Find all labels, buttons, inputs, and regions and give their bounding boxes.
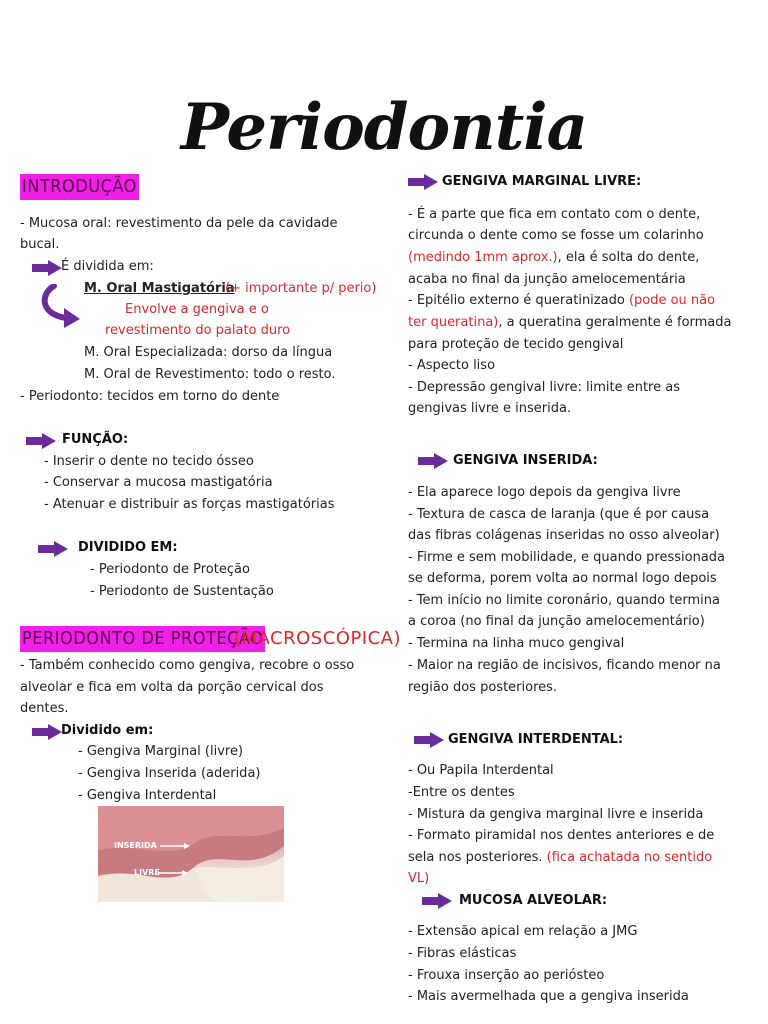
marginal-line xyxy=(408,399,571,419)
arrow-right-icon xyxy=(408,174,438,190)
marginal-line xyxy=(408,335,623,355)
intro-text-line2: bucal. xyxy=(20,237,60,252)
marginal-line xyxy=(408,356,495,376)
arrow-right-icon xyxy=(32,260,62,276)
inserida-line: - Termina na linha muco gengival xyxy=(408,636,625,651)
gengiva-type-item: - Gengiva Inserida (aderida) xyxy=(78,766,261,781)
marginal-text: gengivas livre e inserida. xyxy=(408,401,572,416)
marginal-line xyxy=(408,378,680,398)
protecao-heading-note: (MACROSCÓPICA) xyxy=(234,628,402,649)
funcao-heading: FUNÇÃO: xyxy=(62,432,129,447)
marginal-note: (pode ou não xyxy=(628,293,716,308)
intro-heading: INTRODUÇÃO xyxy=(20,174,139,200)
interdental-line: - Mistura da gengiva marginal livre e inserida xyxy=(408,807,704,822)
inserida-line: se deforma, porem volta ao normal logo depois xyxy=(408,571,717,586)
alveolar-line: - Fibras elásticas xyxy=(408,946,517,961)
arrow-right-icon xyxy=(38,541,68,557)
marginal-text: , ela é solta do dente, xyxy=(557,250,700,265)
revestimento: M. Oral de Revestimento: todo o resto. xyxy=(84,367,336,382)
inserida-line: - Firme e sem mobilidade, e quando pressionada xyxy=(408,550,726,565)
marginal-text: - É a parte que fica em contato com o dente, xyxy=(408,207,701,222)
inserida-line: a coroa (no final da junção amelocementário) xyxy=(408,614,705,629)
dividido-item: - Periodonto de Proteção xyxy=(90,562,250,577)
marginal-note: ter queratina) xyxy=(408,315,499,330)
curved-arrow-icon xyxy=(38,284,84,330)
alveolar-line: - Extensão apical em relação a JMG xyxy=(408,924,638,939)
inserida-line: - Ela aparece logo depois da gengiva livre xyxy=(408,485,681,500)
interdental-last-note-cont: VL) xyxy=(408,871,430,886)
alveolar-line: - Mais avermelhada que a gengiva inserida xyxy=(408,989,689,1004)
arrow-right-icon xyxy=(414,732,444,748)
protecao-text-line1: - Também conhecido como gengiva, recobre o osso xyxy=(20,658,355,673)
envolve-line1: Envolve a gengiva e o xyxy=(125,302,269,317)
periodonto-line: - Periodonto: tecidos em torno do dente xyxy=(20,389,280,404)
alveolar-heading: MUCOSA ALVEOLAR: xyxy=(459,893,608,908)
interdental-line: -Entre os dentes xyxy=(408,785,515,800)
arrow-right-icon xyxy=(418,453,448,469)
protecao-text-line3: dentes. xyxy=(20,701,69,716)
marginal-text: - Epitélio externo é queratinizado xyxy=(408,293,629,308)
marginal-note: (medindo 1mm aprox.) xyxy=(408,250,558,265)
marginal-line xyxy=(408,248,699,268)
gengiva-type-item: - Gengiva Marginal (livre) xyxy=(78,744,244,759)
marginal-line xyxy=(408,270,686,290)
marginal-line xyxy=(408,205,700,225)
dividido-heading: DIVIDIDO EM: xyxy=(78,540,178,555)
marginal-text: para proteção de tecido gengival xyxy=(408,337,624,352)
inserida-line: - Maior na região de incisivos, ficando menor na xyxy=(408,658,721,673)
page-title: Periodontia xyxy=(180,90,588,165)
arrow-right-icon xyxy=(26,433,56,449)
alveolar-line: - Frouxa inserção ao periósteo xyxy=(408,968,605,983)
envolve-line2: revestimento do palato duro xyxy=(105,323,291,338)
inserida-line: - Textura de casca de laranja (que é por causa xyxy=(408,507,710,522)
inserida-heading: GENGIVA INSERIDA: xyxy=(453,453,598,468)
especializada: M. Oral Especializada: dorso da língua xyxy=(84,345,333,360)
inserida-line: das fibras colágenas inseridas no osso alveolar) xyxy=(408,528,720,543)
inserida-line: região dos posteriores. xyxy=(408,680,558,695)
marginal-heading: GENGIVA MARGINAL LIVRE: xyxy=(442,174,642,189)
marginal-line xyxy=(408,291,715,311)
mastigatoria-note: (+ importante p/ perio) xyxy=(225,281,377,296)
arrow-right-icon xyxy=(422,893,452,909)
protecao-text-line2: alveolar e fica em volta da porção cervical dos xyxy=(20,680,324,695)
protecao-dividido: Dividido em: xyxy=(61,723,154,738)
funcao-item: - Conservar a mucosa mastigatória xyxy=(44,475,273,490)
funcao-item: - Inserir o dente no tecido ósseo xyxy=(44,454,254,469)
interdental-line: - Formato piramidal nos dentes anteriores e de xyxy=(408,828,715,843)
marginal-text: acaba no final da junção amelocementária xyxy=(408,272,686,287)
marginal-line xyxy=(408,226,704,246)
photo-label-inserida: INSERIDA xyxy=(114,841,157,850)
intro-text-line1: - Mucosa oral: revestimento da pele da cavidade xyxy=(20,216,338,231)
interdental-line-last xyxy=(408,848,712,868)
gengiva-type-item: - Gengiva Interdental xyxy=(78,788,217,803)
interdental-last-text: sela nos posteriores. xyxy=(408,850,547,865)
interdental-line: - Ou Papila Interdental xyxy=(408,763,554,778)
photo-label-livre: LIVRE xyxy=(134,868,160,877)
marginal-text: , a queratina geralmente é formada xyxy=(498,315,732,330)
marginal-text: circunda o dente como se fosse um colarinho xyxy=(408,228,704,243)
inserida-line: - Tem início no limite coronário, quando termina xyxy=(408,593,720,608)
arrow-right-icon xyxy=(32,724,62,740)
protecao-heading: PERIODONTO DE PROTEÇÃO xyxy=(20,626,265,652)
dividido-item: - Periodonto de Sustentação xyxy=(90,584,274,599)
gingiva-photo xyxy=(98,806,284,902)
funcao-item: - Atenuar e distribuir as forças mastigatórias xyxy=(44,497,335,512)
marginal-text: - Depressão gengival livre: limite entre as xyxy=(408,380,680,395)
marginal-text: - Aspecto liso xyxy=(408,358,496,373)
mastigatoria-label: M. Oral Mastigatória xyxy=(84,281,235,296)
interdental-heading: GENGIVA INTERDENTAL: xyxy=(448,732,624,747)
intro-dividida: É dividida em: xyxy=(61,259,154,274)
marginal-line xyxy=(408,313,732,333)
interdental-last-note: (fica achatada no sentido xyxy=(546,850,713,865)
